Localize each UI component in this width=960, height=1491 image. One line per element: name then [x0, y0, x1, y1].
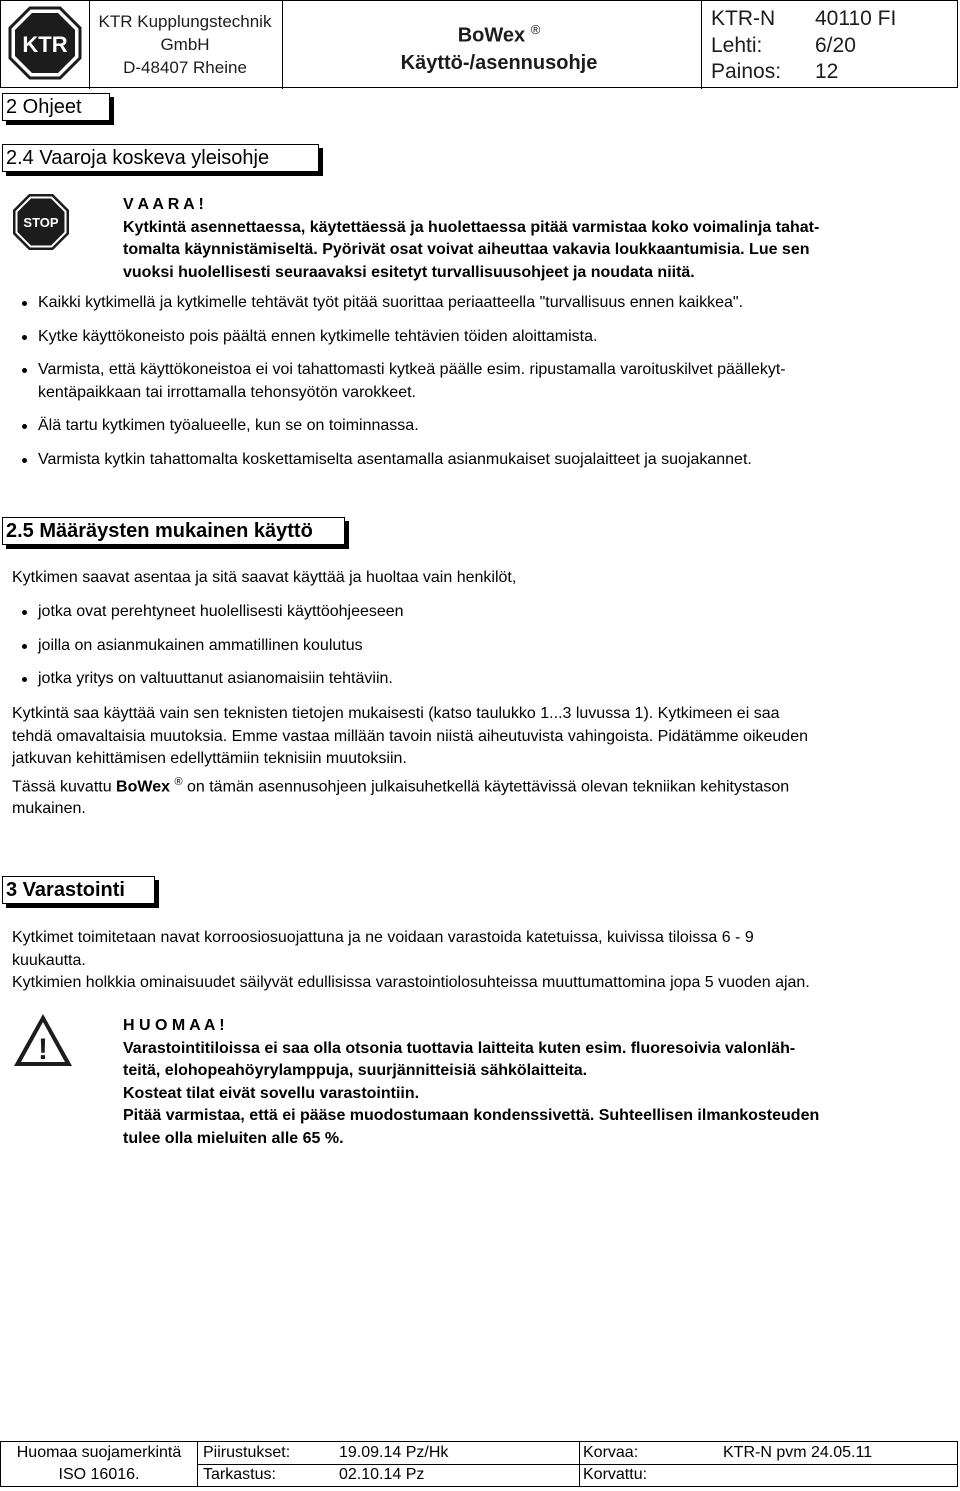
footer-replaced-by-label: Korvattu:: [583, 1466, 648, 1483]
footer-checked-label: Tarkastus:: [203, 1466, 276, 1483]
section-heading-2-5: 2.5 Määräysten mukainen käyttö: [2, 517, 345, 545]
caution-title: H U O M A A !: [123, 1017, 225, 1034]
product-subtitle: Käyttö-/asennusohje: [400, 51, 598, 74]
danger-block: [123, 194, 953, 284]
list-item: jotka yritys on valtuuttanut asianomaisiin tehtäviin.: [12, 668, 947, 691]
footer-checked-value: 02.10.14 Pz: [339, 1466, 425, 1483]
product-name: BoWex: [457, 24, 526, 47]
doc-value-number: 40110 FI: [815, 7, 897, 30]
usage-paragraph: Kytkintä saa käyttää vain sen teknisten tietojen mukaisesti (katso taulukko 1...3 luvussa 1). Kytkimeen ei saa tehdä omavaltaisia muutoksia. Emme vastaa millään tavoin niistä aiheutuvista vahingoista. Pidätämme oikeuden jatkuvan kehittämisen edellyttämiin teknisiin muutoksiin. Tässä kuvattu BoWex ® on tämän asennusohjeen julkaisuhetkellä käytettävissä olevan tekniikan kehitystason mukainen.: [12, 705, 808, 818]
doc-key-edition: Painos:: [711, 60, 782, 83]
company-address: D-48407 Rheine: [123, 58, 247, 77]
svg-text:STOP: STOP: [23, 215, 59, 230]
danger-line: tomalta käynnistämiseltä. Pyörivät osat voivat aiheuttaa vakavia loukkaantumisia. Lue sen: [123, 241, 810, 258]
footer-note-line2: ISO 16016.: [58, 1466, 140, 1483]
safety-bullet-list: [12, 292, 947, 471]
header-divider: [701, 1, 702, 89]
list-item: Kaikki kytkimellä ja kytkimelle tehtävät työt pitää suorittaa periaatteella "turvallisuus ennen kaikkea".: [12, 292, 947, 315]
footer-note-line1: Huomaa suojamerkintä: [16, 1444, 182, 1461]
danger-line: vuoksi huolellisesti seuraavaksi esitetyt turvallisuusohjeet ja noudata niitä.: [123, 263, 695, 281]
section-heading-2: 2 Ohjeet: [2, 93, 110, 121]
doc-info: [711, 6, 896, 86]
storage-paragraph: Kytkimet toimitetaan navat korroosiosuojattuna ja ne voidaan varastoida katetuissa, kuivissa tiloissa 6 - 9 kuukautta. Kytkimien holkkia ominaisuudet säilyvät edullisissa varastointiolosuhteissa muuttumattomina jopa 5 vuoden ajan.: [12, 929, 810, 991]
ktr-logo: [8, 6, 82, 80]
list-item: Varmista kytkin tahattomalta koskettamiselta asentamalla asianmukaiset suojalaitteet ja suojakannet.: [12, 449, 947, 472]
product-block: [370, 16, 628, 77]
registered-mark: ®: [174, 775, 183, 788]
doc-key-page: Lehti:: [711, 33, 763, 57]
header-divider: [282, 1, 283, 89]
caution-block: H U O M A A ! Varastointitiloissa ei saa olla otsonia tuottavia laitteita kuten esim. fluoresoivia valonläh- teitä, elohopeahöyrylamppuja, suurjännitteisiä sähkölaitteita. Kosteat tilat eivät sovellu varastointiin. Pitää varmistaa, että ei pääse muodostumaan kondenssivettä. Suhteellisen ilmankosteuden tulee olla mieluiten alle 65 %.: [123, 1015, 953, 1150]
danger-title: V A A R A !: [123, 196, 204, 213]
list-item: Älä tartu kytkimen työalueelle, kun se on toiminnassa.: [12, 415, 947, 438]
danger-line: Kytkintä asennettaessa, käytettäessä ja huolettaessa pitää varmistaa koko voimalinja tahat-: [123, 218, 820, 236]
logo-text: KTR: [22, 32, 68, 57]
brand-name: BoWex: [116, 777, 170, 795]
footer-replaces-label: Korvaa:: [583, 1444, 639, 1461]
list-item: Kytke käyttökoneisto pois päältä ennen kytkimelle tehtävien töiden aloittamista.: [12, 326, 947, 349]
footer-drawings-label: Piirustukset:: [203, 1444, 291, 1461]
warning-triangle-icon: [12, 1012, 74, 1068]
company-block: [88, 10, 282, 79]
footer-replaces-value: KTR-N pvm 24.05.11: [723, 1444, 873, 1461]
section-heading-2-4: 2.4 Vaaroja koskeva yleisohje: [2, 144, 319, 172]
svg-text:!: !: [38, 1033, 48, 1066]
stop-icon: [12, 193, 70, 251]
company-name: KTR Kupplungstechnik: [98, 12, 272, 31]
doc-value-page: 6/20: [815, 33, 856, 57]
list-item: joilla on asianmukainen ammatillinen koulutus: [12, 635, 947, 658]
usage-intro: Kytkimen saavat asentaa ja sitä saavat käyttää ja huoltaa vain henkilöt,: [12, 569, 517, 586]
page-footer: [0, 1441, 958, 1487]
footer-drawings-value: 19.09.14 Pz/Hk: [339, 1444, 449, 1461]
doc-value-edition: 12: [815, 60, 839, 83]
doc-key-number: KTR-N: [711, 7, 776, 30]
company-form: GmbH: [160, 35, 210, 54]
usage-bullet-list: [12, 601, 947, 691]
list-item: Varmista, että käyttökoneistoa ei voi tahattomasti kytkeä päälle esim. ripustamalla varoituskilvet päällekyt- kentäpaikkaan tai irrottamalla tehonsyötön varokkeet.: [12, 359, 947, 404]
registered-mark: ®: [530, 22, 541, 37]
list-item: jotka ovat perehtyneet huolellisesti käyttöohjeeseen: [12, 601, 947, 624]
section-heading-3: 3 Varastointi: [2, 876, 155, 904]
